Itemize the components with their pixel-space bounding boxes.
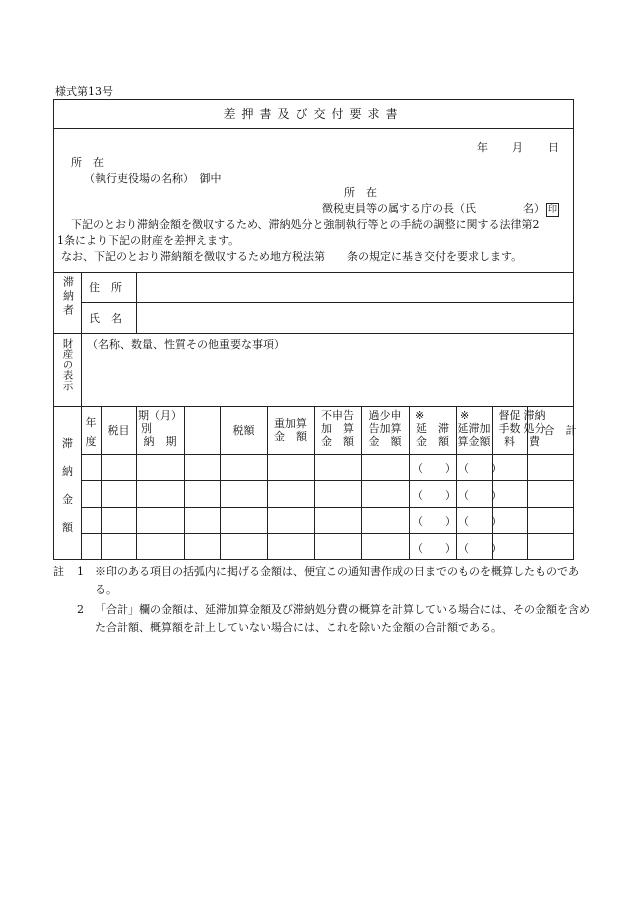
notes-label: 註 (53, 565, 64, 578)
sender-name (322, 200, 559, 217)
property-hint: （名称、数量、性質その他重要な事項） (87, 338, 285, 351)
address-label: 住 所 (89, 281, 122, 294)
header-reminder-3: 料 (504, 435, 515, 448)
date-day: 日 (548, 141, 559, 154)
header-period-2: 別 (141, 422, 152, 435)
header-delinquency-1: ※ (415, 409, 425, 422)
header-delinq-add-3: 算金額 (457, 435, 491, 448)
header-reminder-1: 督促 (498, 409, 521, 422)
header-delinq-add-1: ※ (460, 409, 470, 422)
note-1 (53, 563, 593, 599)
header-nonfiling-3: 金 額 (321, 435, 354, 448)
sender-location: 所 在 (344, 186, 377, 199)
form-table (53, 99, 577, 560)
header-underreport-3: 金 額 (368, 435, 402, 448)
note-1-text: ※印のある項目の括弧内に掲げる金額は、便宜この通知書作成の日までのものを概算したものである。 (95, 565, 579, 596)
note-2-number: 2 (77, 603, 84, 616)
seal-mark: 印 (547, 205, 557, 215)
date-month: 月 (512, 141, 523, 154)
name-label: 氏 名 (89, 312, 122, 325)
header-delinquency-3: 金 額 (416, 435, 449, 448)
amount-label-char-2: 納 (62, 465, 73, 478)
header-period-1: 期（月） (138, 409, 182, 422)
note-1-number: 1 (77, 565, 84, 578)
header-underreport-1: 過少申 (368, 409, 402, 422)
header-delinquency-additional (456, 409, 492, 448)
paren-delinq-row-4: （ ） (412, 542, 456, 555)
amount-label-char-4: 額 (62, 521, 73, 534)
header-delinquency-charge (409, 409, 456, 448)
property-label-text: 財産の表示 (61, 338, 74, 391)
header-delinquency-2: 延 滞 (416, 422, 449, 435)
amount-label-char-1: 滞 (62, 437, 73, 450)
header-delinq-add-2: 延滞加 (457, 422, 491, 435)
header-nonfiling-additional (314, 409, 361, 448)
sender-name-end: 名） (523, 202, 545, 215)
header-total: 合 計 (543, 424, 577, 437)
header-disposition-2: 処分 (523, 422, 546, 435)
addressee-location: 所 在 (71, 156, 104, 169)
delinquent-label (54, 276, 81, 323)
header-heavy-additional-2: 金 額 (274, 430, 307, 443)
header-fiscal-year (81, 413, 101, 451)
header-heavy-additional (267, 417, 314, 443)
paren-delinq-row-3: （ ） (412, 515, 456, 528)
header-tax-amount: 税額 (232, 424, 255, 437)
paren-delinq-add-row-1: （ ） (458, 462, 502, 475)
note-2 (53, 601, 593, 637)
header-nonfiling-2: 加 算 (321, 422, 354, 435)
header-fiscal-year-1: 年 (85, 416, 97, 429)
form-number: 様式第13号 (55, 85, 113, 98)
header-fiscal-year-2: 度 (85, 435, 97, 448)
note-2-text: 「合計」欄の金額は、延滞加算金額及び滞納処分費の概算を計算している場合には、その金額を含めた合計額、概算額を計上していない場合には、これを除いた金額の合計額である。 (95, 603, 590, 634)
header-heavy-additional-1: 重加算 (274, 417, 307, 430)
header-period-3: 納 期 (143, 435, 177, 448)
paren-delinq-add-row-4: （ ） (458, 542, 502, 555)
addressee-name: （執行吏役場の名称） 御中 (84, 172, 222, 185)
paren-delinq-row-1: （ ） (412, 462, 456, 475)
sender-name-label: 徴税吏員等の属する庁の長（氏 (322, 202, 476, 215)
header-reminder-2: 手数 (498, 422, 521, 435)
header-tax-item: 税目 (107, 424, 130, 437)
body-line-1: 下記のとおり滞納金額を徴収するため、滞納処分と強制執行等との手続の調整に関する法律第2 (71, 218, 540, 231)
form-title: 差押書及び交付要求書 (54, 100, 573, 129)
header-period (136, 409, 184, 448)
property-label (54, 338, 81, 396)
amount-label-char-3: 金 (62, 493, 73, 506)
header-disposition-3: 費 (529, 435, 540, 448)
notes (53, 563, 593, 637)
header-disposition-1: 滞納 (523, 409, 546, 422)
body-line-3: なお、下記のとおり滞納額を徴収するため地方税法第 条の規定に基き交付を要求します。 (61, 250, 523, 263)
amount-label (54, 430, 81, 542)
body-line-2: 1条により下記の財産を差押えます。 (57, 234, 240, 247)
paren-delinq-row-2: （ ） (412, 489, 456, 502)
date-year: 年 (477, 141, 488, 154)
paren-delinq-add-row-2: （ ） (458, 489, 502, 502)
header-underreport-2: 告加算 (368, 422, 402, 435)
header-underreport-additional (361, 409, 409, 448)
paren-delinq-add-row-3: （ ） (458, 515, 502, 528)
delinquent-label-text: 滞納者 (61, 276, 75, 318)
header-nonfiling-1: 不申告 (321, 409, 354, 422)
